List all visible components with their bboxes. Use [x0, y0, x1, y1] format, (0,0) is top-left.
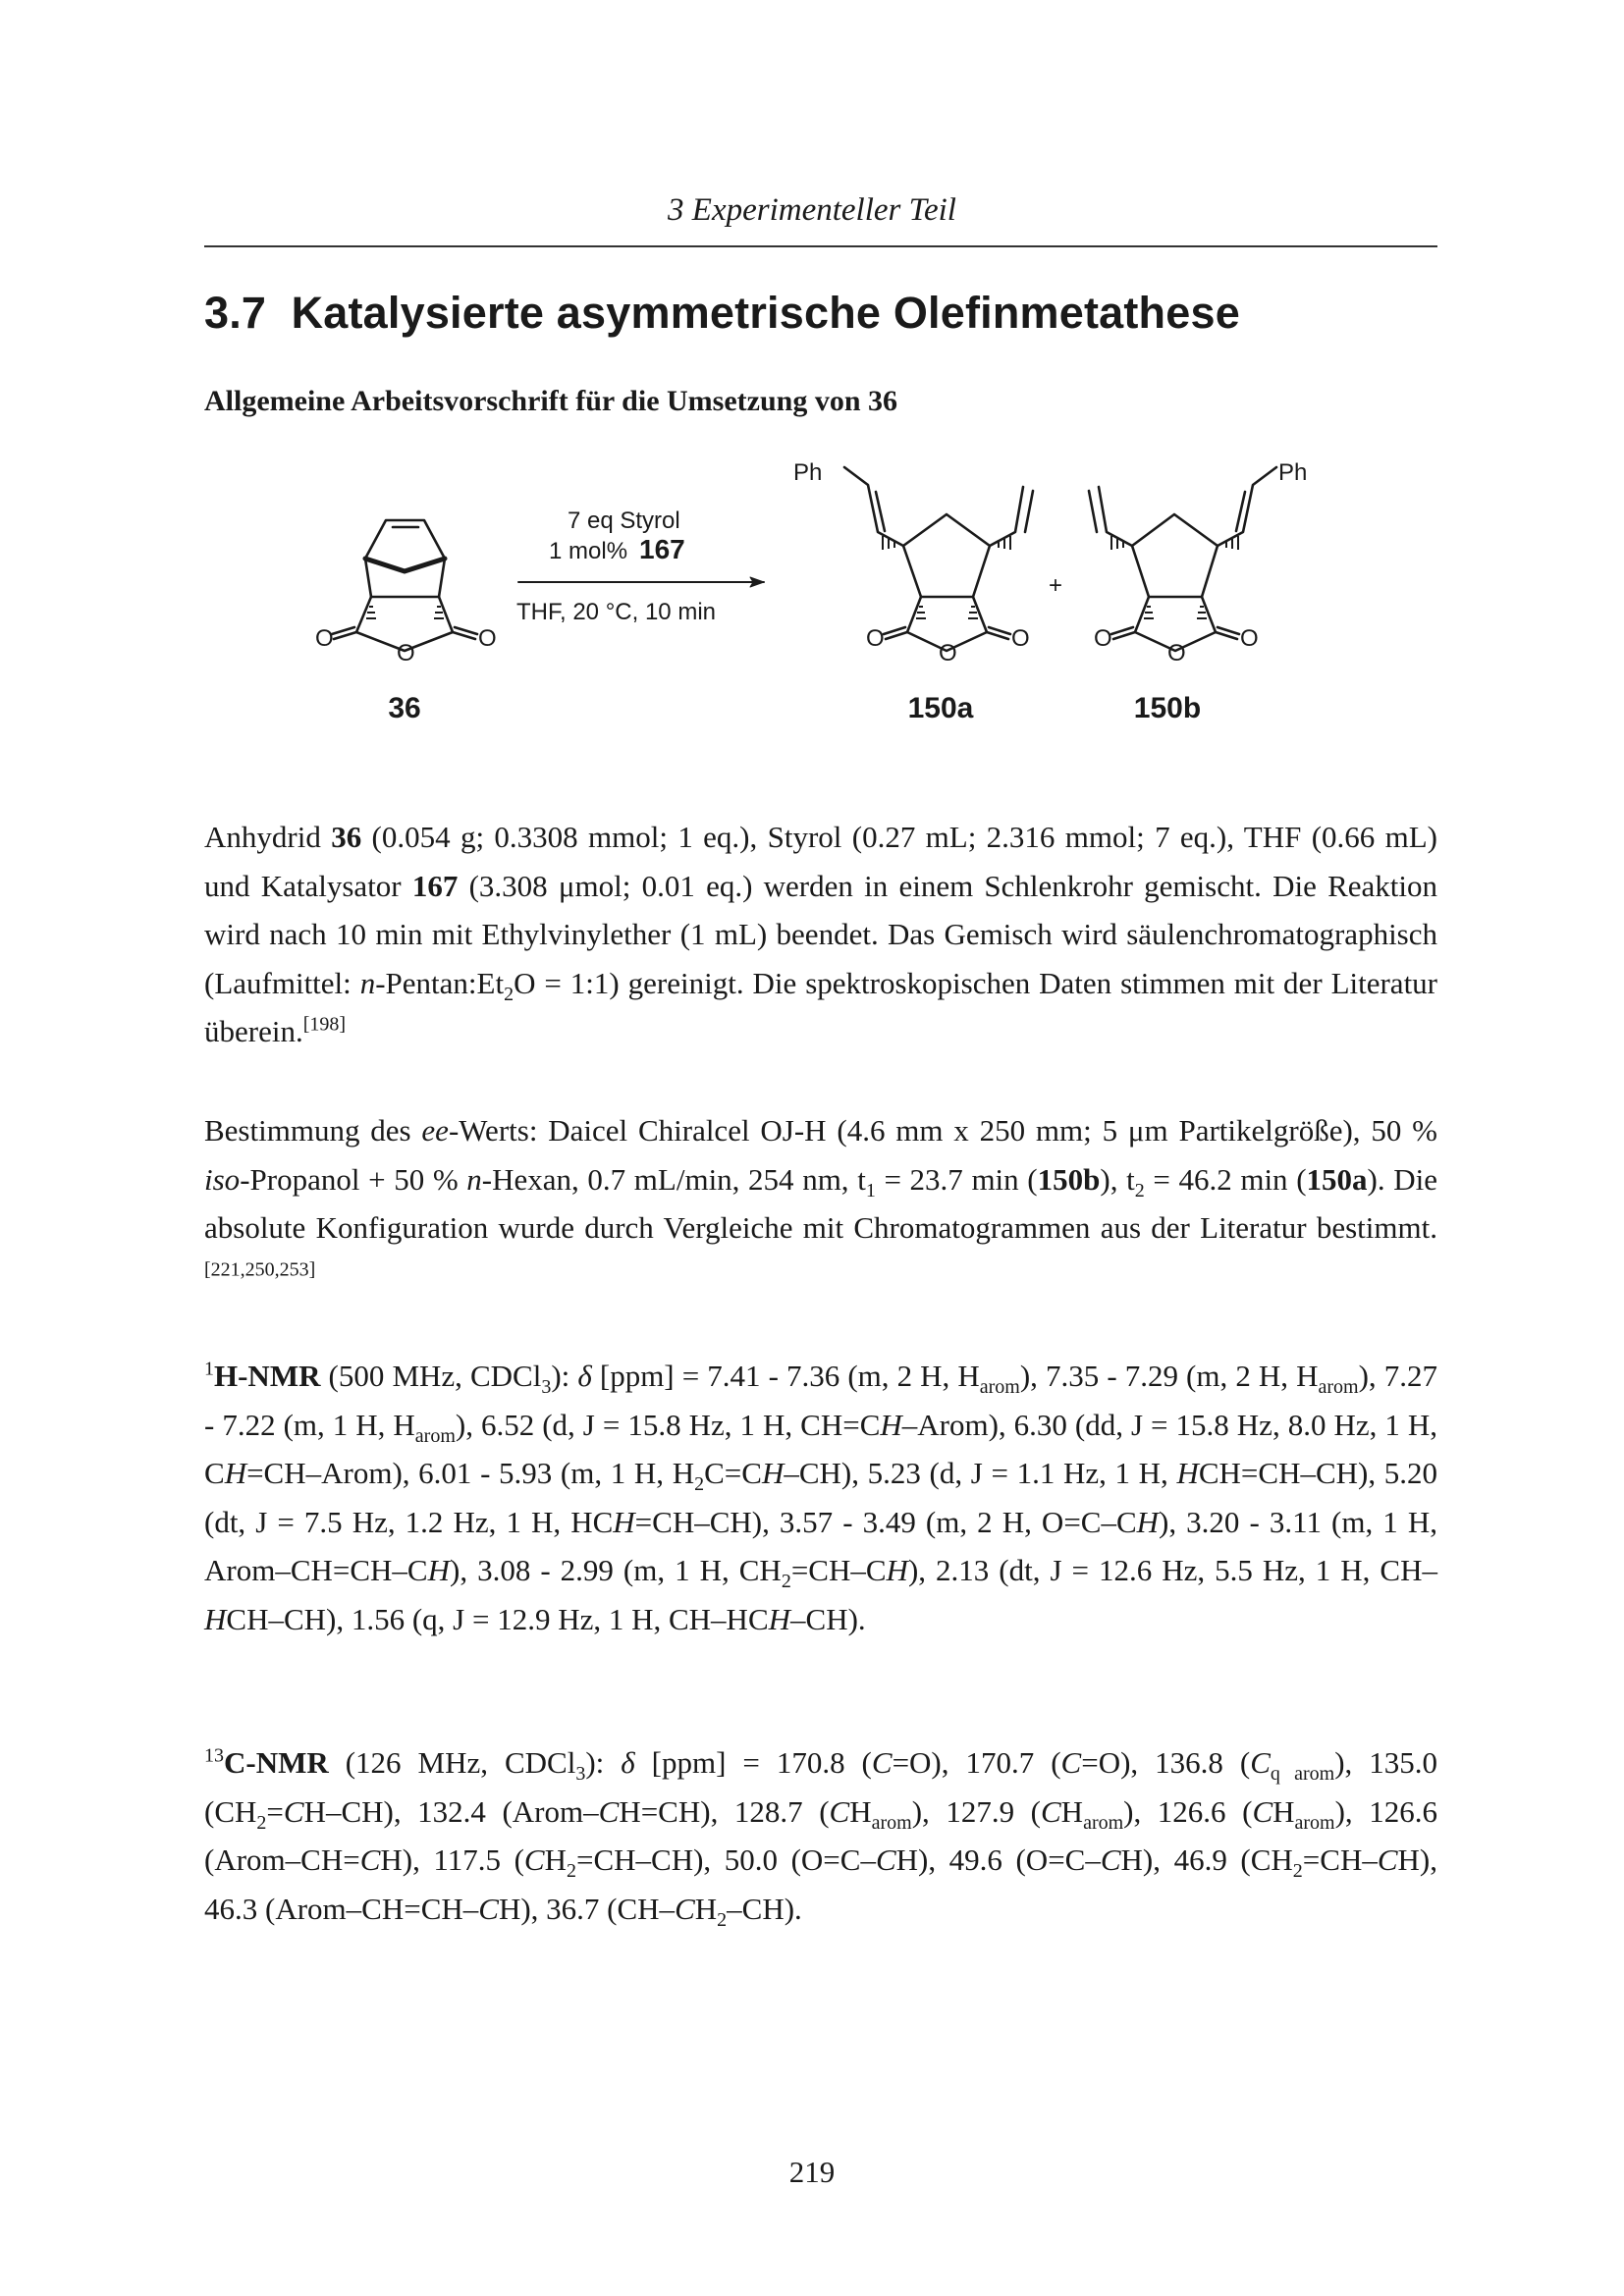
structure-150b: [1089, 467, 1276, 651]
page-number: 219: [788, 2155, 836, 2189]
compound-label-150a: 150a: [907, 692, 974, 724]
atom-label-o: O: [1094, 625, 1112, 652]
atom-label-ph: Ph: [1278, 459, 1308, 486]
compound-ref: 36: [331, 820, 362, 854]
c-nmr-data: $^{13}$C-NMR (126 MHz, CDCl$_3$): δ [ppm] = 170.8 (C=O), 170.7 (C=O), 136.8 $(C_{q arom})$, 135.0 $(CH_2=CH-CH)$, 132.4 (Arom–CH=CH), 128.7 $(CH_{arom})$, 127.9 $(CH_{arom})$, 126.6 $(CH_{arom})$, 126.6 (Arom–CH=CH), 117.5 $(CH_2=CH-CH)$, 50.0 (O=C–CH), 49.6 (O=C–CH), 46.9 $(CH_2=CH-CH)$, 46.3 (Arom–CH=CH–CH), 36.7 $(CH-CH_2-CH)$.: [204, 1744, 1437, 1931]
compound-ref: 150b: [1037, 1161, 1101, 1197]
ee-determination-paragraph: Bestimmung des ee-Werts: Daicel Chiralcel OJ-H (4.6 mm x 250 mm; 5 μm Partikelgröße), 50 % iso-Propanol + 50 % n-Hexan, 0.7 mL/min, 254 nm, $t_1 = 23.7$ min (150b), $t_2 = 46.2$ min (150a). Die absolute Konfiguration wurde durch Vergleiche mit Chromatogrammen aus der Literatur bestimmt.[221,250,253]: [204, 1113, 1437, 1281]
reagent-catalyst-loading: [549, 534, 685, 564]
structure-150a: [844, 467, 1033, 651]
compound-ref: 167: [411, 868, 459, 903]
reagent-styrene: 7 eq Styrol: [568, 507, 680, 534]
header-rule: [204, 245, 1437, 247]
running-header: 3 Experimenteller Teil: [668, 192, 956, 228]
plus-sign: +: [1049, 572, 1063, 599]
atom-label-ph: Ph: [793, 459, 823, 486]
procedure-paragraph: Anhydrid 36 (0.054 g; 0.3308 mmol; 1 eq.), Styrol (0.27 mL; 2.316 mmol; 7 eq.), THF (0.66 mL) und Katalysator 167 (3.308 μmol; 0.01 eq.) werden in einem Schlenkrohr gemischt. Die Reaktion wird nach 10 min mit Ethylvinylether (1 mL) beendet. Das Gemisch wird säulenchromatographisch (Laufmittel: $n-Pentan:Et_2O$ = 1:1) gereinigt. Die spektroskopischen Daten stimmen mit der Literatur überein.[198]: [204, 820, 1438, 1048]
compound-label-36: 36: [388, 692, 421, 724]
section-number: 3.7: [204, 288, 267, 338]
h-nmr-data: $^1$H-NMR (500 MHz, CDCl$_3$): δ [ppm] = 7.41 - 7.36 (m, 2 H, $H_{arom}$), 7.35 - 7.29 (m, 2 H, $H_{arom}$), 7.27 - 7.22 (m, 1 H, $H_{arom}$), 6.52 (d, J = 15.8 Hz, 1 H, CH=CH–Arom), 6.30 (dd, J = 15.8 Hz, 8.0 Hz, 1 H, CH=CH–Arom), 6.01 - 5.93 (m, 1 H, $H_2C=CH-CH$), 5.23 (d, J = 1.1 Hz, 1 H, HCH=CH–CH), 5.20 (dt, J = 7.5 Hz, 1.2 Hz, 1 H, HCH=CH–CH), 3.57 - 3.49 (m, 2 H, O=C–CH), 3.20 - 3.11 (m, 1 H, Arom–CH=CH–CH), 3.08 - 2.99 (m, 1 H, $CH_2=CH-CH$), 2.13 (dt, J = 12.6 Hz, 5.5 Hz, 1 H, CH–HCH–CH), 1.56 (q, J = 12.9 Hz, 1 H, CH–HCH–CH).: [204, 1358, 1438, 1636]
citation: [221,250,253]: [204, 1258, 316, 1281]
catalyst-number: 167: [639, 534, 685, 564]
atom-label-o: O: [315, 625, 334, 652]
section-title-text: Katalysierte asymmetrische Olefinmetathese: [291, 288, 1240, 338]
catalyst-loading: 1 mol%: [549, 538, 628, 564]
atom-label-o: O: [1011, 625, 1030, 652]
atom-label-o: O: [478, 625, 497, 652]
h-nmr-label: H-NMR: [214, 1359, 321, 1393]
citation: [198]: [302, 1013, 347, 1036]
c-nmr-label: C-NMR: [224, 1745, 329, 1780]
section-title: [204, 288, 1240, 339]
atom-label-o: O: [939, 640, 957, 667]
reaction-scheme: [204, 450, 1437, 744]
compound-ref: 150a: [1306, 1161, 1368, 1197]
structure-36: [332, 520, 477, 651]
atom-label-o: O: [1240, 625, 1259, 652]
reaction-conditions: THF, 20 °C, 10 min: [516, 599, 716, 625]
procedure-heading: Allgemeine Arbeitsvorschrift für die Umsetzung von 36: [204, 385, 898, 417]
atom-label-o: O: [397, 640, 415, 667]
atom-label-o: O: [866, 625, 885, 652]
compound-label-150b: 150b: [1133, 692, 1202, 724]
atom-label-o: O: [1167, 640, 1186, 667]
